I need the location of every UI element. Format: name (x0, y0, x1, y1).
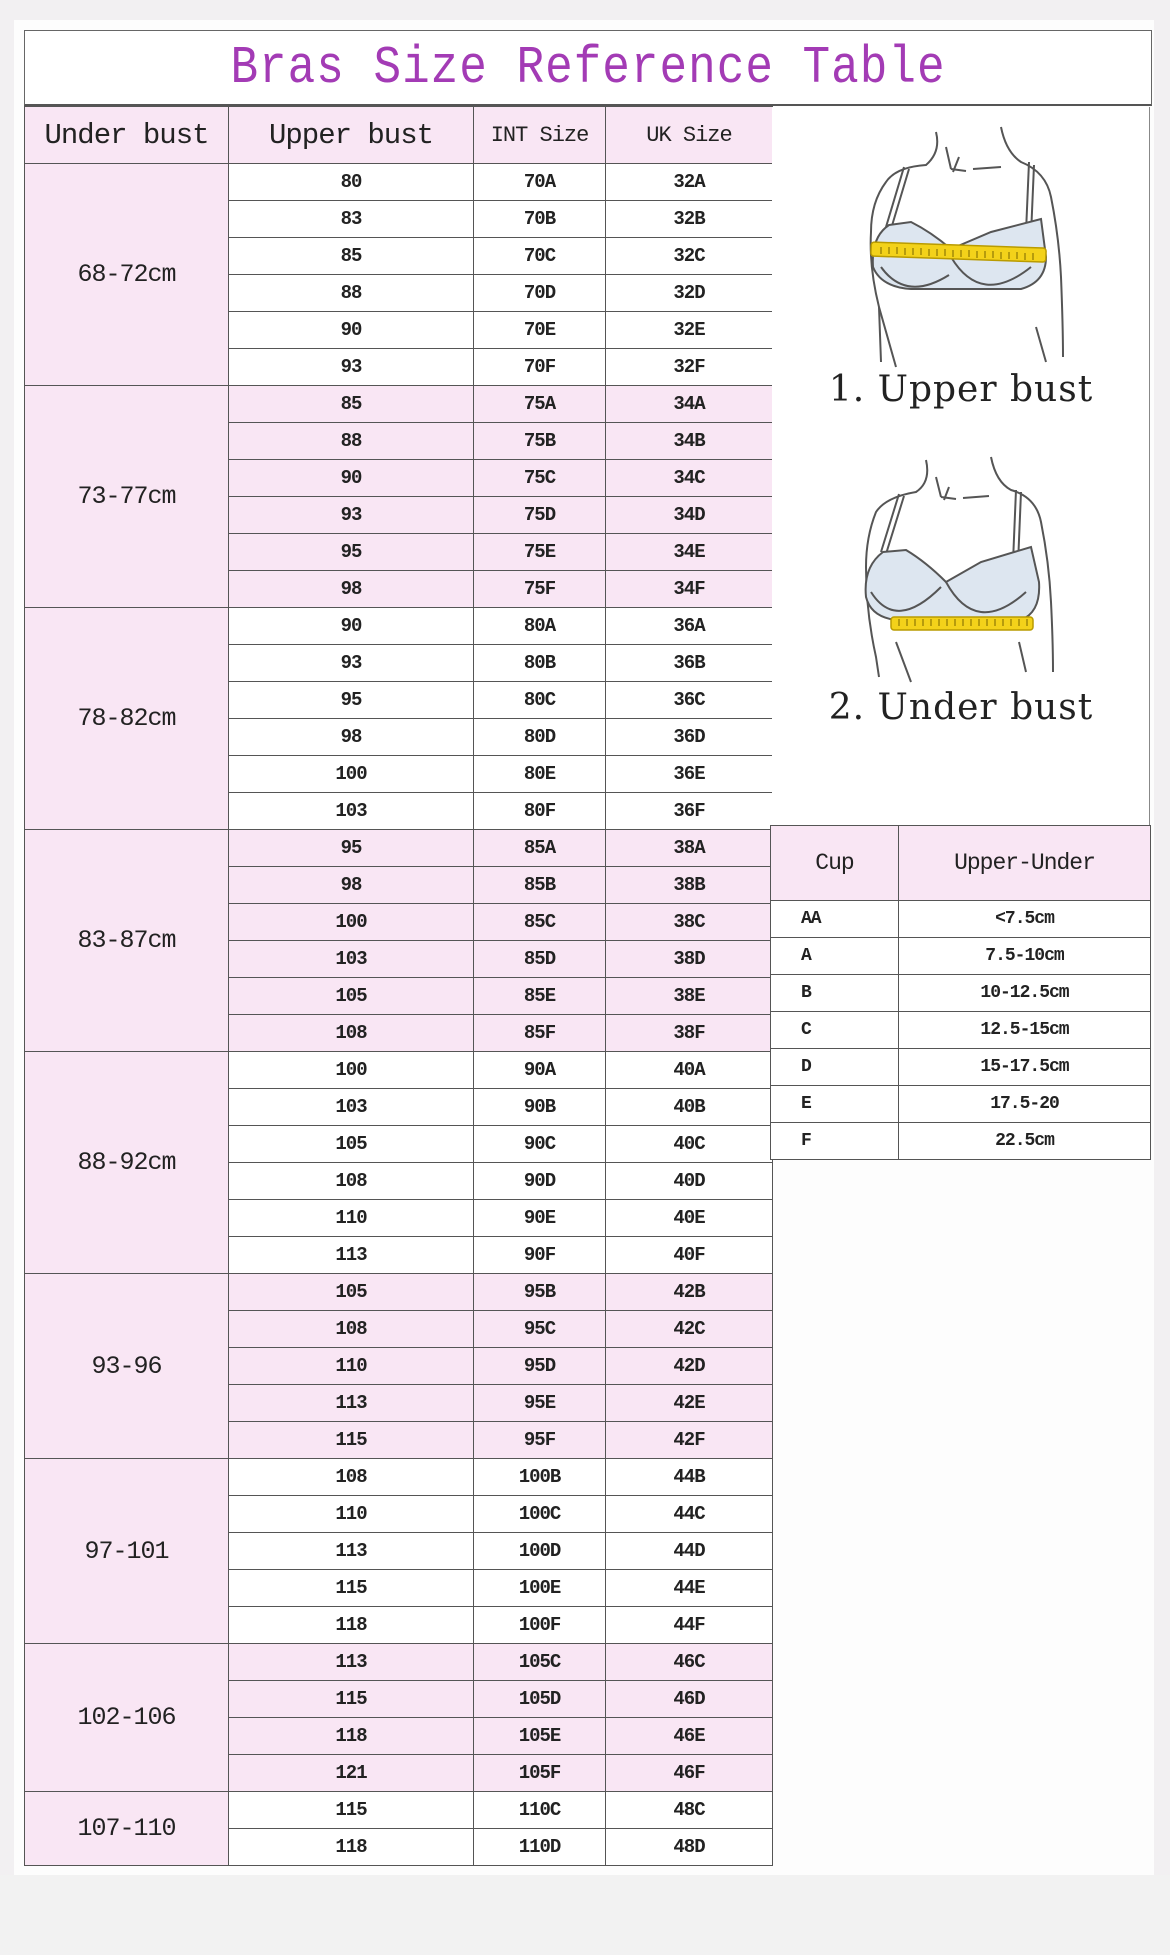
header-uk-size: UK Size (606, 107, 773, 164)
int-size-cell: 100F (474, 1607, 606, 1644)
upper-bust-cell: 113 (229, 1237, 474, 1274)
upper-bust-cell: 103 (229, 1089, 474, 1126)
int-size-cell: 75D (474, 497, 606, 534)
upper-bust-cell: 80 (229, 164, 474, 201)
under-bust-range: 93-96 (25, 1274, 229, 1459)
cup-letter: C (771, 1012, 899, 1049)
header-upper-under: Upper-Under (899, 826, 1151, 901)
uk-size-cell: 48C (606, 1792, 773, 1829)
uk-size-cell: 34F (606, 571, 773, 608)
int-size-cell: 80A (474, 608, 606, 645)
cup-difference: 17.5-20 (899, 1086, 1151, 1123)
uk-size-cell: 38C (606, 904, 773, 941)
upper-bust-cell: 95 (229, 534, 474, 571)
int-size-cell: 95F (474, 1422, 606, 1459)
table-row (25, 830, 773, 867)
uk-size-cell: 40C (606, 1126, 773, 1163)
cup-letter: AA (771, 901, 899, 938)
cup-letter: D (771, 1049, 899, 1086)
upper-bust-cell: 115 (229, 1681, 474, 1718)
uk-size-cell: 34B (606, 423, 773, 460)
upper-bust-cell: 108 (229, 1163, 474, 1200)
uk-size-cell: 36A (606, 608, 773, 645)
uk-size-cell: 32C (606, 238, 773, 275)
uk-size-cell: 34A (606, 386, 773, 423)
table-row (25, 386, 773, 423)
int-size-cell: 105E (474, 1718, 606, 1755)
table-row (25, 164, 773, 201)
int-size-cell: 90E (474, 1200, 606, 1237)
uk-size-cell: 40E (606, 1200, 773, 1237)
bottom-blank-area (0, 1875, 1170, 1955)
uk-size-cell: 34C (606, 460, 773, 497)
under-bust-range: 107-110 (25, 1792, 229, 1866)
cup-difference: 12.5-15cm (899, 1012, 1151, 1049)
bra-upper-bust-measure-icon (841, 107, 1081, 377)
int-size-cell: 85F (474, 1015, 606, 1052)
upper-bust-cell: 90 (229, 460, 474, 497)
uk-size-cell: 34D (606, 497, 773, 534)
cup-row (771, 1049, 1151, 1086)
uk-size-cell: 42E (606, 1385, 773, 1422)
upper-bust-cell: 118 (229, 1829, 474, 1866)
uk-size-cell: 42F (606, 1422, 773, 1459)
under-bust-range: 88-92cm (25, 1052, 229, 1274)
uk-size-cell: 36E (606, 756, 773, 793)
int-size-cell: 100E (474, 1570, 606, 1607)
int-size-cell: 105F (474, 1755, 606, 1792)
uk-size-cell: 46D (606, 1681, 773, 1718)
figure-under-bust-label: 2. Under bust (828, 687, 1094, 728)
int-size-cell: 95D (474, 1348, 606, 1385)
cup-difference: 10-12.5cm (899, 975, 1151, 1012)
under-bust-range: 68-72cm (25, 164, 229, 386)
upper-bust-cell: 118 (229, 1718, 474, 1755)
int-size-cell: 80B (474, 645, 606, 682)
cup-table (770, 825, 1151, 1160)
uk-size-cell: 42D (606, 1348, 773, 1385)
cup-row (771, 901, 1151, 938)
uk-size-cell: 44C (606, 1496, 773, 1533)
upper-bust-cell: 110 (229, 1496, 474, 1533)
uk-size-cell: 32F (606, 349, 773, 386)
under-bust-range: 83-87cm (25, 830, 229, 1052)
int-size-cell: 70B (474, 201, 606, 238)
upper-bust-cell: 108 (229, 1015, 474, 1052)
upper-bust-cell: 85 (229, 238, 474, 275)
figure-upper-bust (772, 107, 1150, 467)
upper-bust-cell: 110 (229, 1348, 474, 1385)
upper-bust-cell: 115 (229, 1792, 474, 1829)
cup-difference: 7.5-10cm (899, 938, 1151, 975)
upper-bust-cell: 115 (229, 1570, 474, 1607)
upper-bust-cell: 105 (229, 1274, 474, 1311)
int-size-cell: 85C (474, 904, 606, 941)
int-size-cell: 75B (474, 423, 606, 460)
int-size-cell: 90A (474, 1052, 606, 1089)
cup-difference: 22.5cm (899, 1123, 1151, 1160)
header-under-bust: Under bust (25, 107, 229, 164)
cup-row (771, 1012, 1151, 1049)
uk-size-cell: 32B (606, 201, 773, 238)
size-table-body (25, 164, 773, 1866)
upper-bust-cell: 93 (229, 497, 474, 534)
uk-size-cell: 40F (606, 1237, 773, 1274)
uk-size-cell: 46F (606, 1755, 773, 1792)
int-size-cell: 75A (474, 386, 606, 423)
int-size-cell: 70F (474, 349, 606, 386)
cup-table-body (771, 901, 1151, 1160)
int-size-cell: 70D (474, 275, 606, 312)
uk-size-cell: 44D (606, 1533, 773, 1570)
header-upper-bust: Upper bust (229, 107, 474, 164)
uk-size-cell: 32A (606, 164, 773, 201)
upper-bust-cell: 85 (229, 386, 474, 423)
upper-bust-cell: 110 (229, 1200, 474, 1237)
int-size-cell: 90D (474, 1163, 606, 1200)
int-size-cell: 85D (474, 941, 606, 978)
cup-letter: E (771, 1086, 899, 1123)
uk-size-cell: 36C (606, 682, 773, 719)
int-size-cell: 75E (474, 534, 606, 571)
upper-bust-cell: 100 (229, 1052, 474, 1089)
uk-size-cell: 40B (606, 1089, 773, 1126)
upper-bust-cell: 100 (229, 904, 474, 941)
int-size-cell: 80D (474, 719, 606, 756)
under-bust-range: 97-101 (25, 1459, 229, 1644)
header-cup: Cup (771, 826, 899, 901)
upper-bust-cell: 115 (229, 1422, 474, 1459)
upper-bust-cell: 108 (229, 1459, 474, 1496)
int-size-cell: 100B (474, 1459, 606, 1496)
upper-bust-cell: 95 (229, 682, 474, 719)
uk-size-cell: 48D (606, 1829, 773, 1866)
upper-bust-cell: 88 (229, 275, 474, 312)
upper-bust-cell: 90 (229, 312, 474, 349)
table-row (25, 608, 773, 645)
int-size-cell: 85A (474, 830, 606, 867)
int-size-cell: 80C (474, 682, 606, 719)
upper-bust-cell: 90 (229, 608, 474, 645)
cup-row (771, 938, 1151, 975)
int-size-cell: 90C (474, 1126, 606, 1163)
int-size-cell: 85E (474, 978, 606, 1015)
int-size-cell: 105D (474, 1681, 606, 1718)
uk-size-cell: 38A (606, 830, 773, 867)
upper-bust-cell: 105 (229, 978, 474, 1015)
cup-letter: B (771, 975, 899, 1012)
upper-bust-cell: 118 (229, 1607, 474, 1644)
uk-size-cell: 32E (606, 312, 773, 349)
upper-bust-cell: 100 (229, 756, 474, 793)
upper-bust-cell: 105 (229, 1126, 474, 1163)
upper-bust-cell: 113 (229, 1385, 474, 1422)
upper-bust-cell: 95 (229, 830, 474, 867)
uk-size-cell: 40A (606, 1052, 773, 1089)
int-size-cell: 90F (474, 1237, 606, 1274)
upper-bust-cell: 93 (229, 349, 474, 386)
uk-size-cell: 46E (606, 1718, 773, 1755)
uk-size-cell: 44F (606, 1607, 773, 1644)
int-size-cell: 70E (474, 312, 606, 349)
uk-size-cell: 42C (606, 1311, 773, 1348)
int-size-cell: 70A (474, 164, 606, 201)
int-size-cell: 90B (474, 1089, 606, 1126)
cup-row (771, 975, 1151, 1012)
uk-size-cell: 32D (606, 275, 773, 312)
table-row (25, 1052, 773, 1089)
page-title: Bras Size Reference Table (230, 37, 946, 98)
title-banner (24, 30, 1152, 106)
under-bust-range: 78-82cm (25, 608, 229, 830)
int-size-cell: 75C (474, 460, 606, 497)
int-size-cell: 110D (474, 1829, 606, 1866)
size-table-header (25, 107, 773, 164)
int-size-cell: 85B (474, 867, 606, 904)
uk-size-cell: 40D (606, 1163, 773, 1200)
uk-size-cell: 38D (606, 941, 773, 978)
upper-bust-cell: 88 (229, 423, 474, 460)
upper-bust-cell: 93 (229, 645, 474, 682)
uk-size-cell: 36F (606, 793, 773, 830)
int-size-cell: 75F (474, 571, 606, 608)
cup-row (771, 1123, 1151, 1160)
uk-size-cell: 36D (606, 719, 773, 756)
uk-size-cell: 44E (606, 1570, 773, 1607)
table-row (25, 1644, 773, 1681)
header-int-size: INT Size (474, 107, 606, 164)
under-bust-range: 73-77cm (25, 386, 229, 608)
upper-bust-cell: 108 (229, 1311, 474, 1348)
uk-size-cell: 38F (606, 1015, 773, 1052)
upper-bust-cell: 113 (229, 1644, 474, 1681)
int-size-cell: 95E (474, 1385, 606, 1422)
upper-bust-cell: 83 (229, 201, 474, 238)
int-size-cell: 95C (474, 1311, 606, 1348)
table-row (25, 1459, 773, 1496)
cup-letter: F (771, 1123, 899, 1160)
uk-size-cell: 34E (606, 534, 773, 571)
int-size-cell: 80F (474, 793, 606, 830)
int-size-cell: 100C (474, 1496, 606, 1533)
uk-size-cell: 44B (606, 1459, 773, 1496)
cup-row (771, 1086, 1151, 1123)
size-table (24, 106, 773, 1866)
int-size-cell: 110C (474, 1792, 606, 1829)
uk-size-cell: 38B (606, 867, 773, 904)
int-size-cell: 105C (474, 1644, 606, 1681)
upper-bust-cell: 113 (229, 1533, 474, 1570)
int-size-cell: 100D (474, 1533, 606, 1570)
bra-under-bust-measure-icon (841, 442, 1081, 692)
int-size-cell: 80E (474, 756, 606, 793)
cup-table-header (771, 826, 1151, 901)
uk-size-cell: 46C (606, 1644, 773, 1681)
upper-bust-cell: 98 (229, 719, 474, 756)
uk-size-cell: 38E (606, 978, 773, 1015)
table-row (25, 1274, 773, 1311)
int-size-cell: 70C (474, 238, 606, 275)
int-size-cell: 95B (474, 1274, 606, 1311)
cup-difference: 15-17.5cm (899, 1049, 1151, 1086)
under-bust-range: 102-106 (25, 1644, 229, 1792)
cup-difference: <7.5cm (899, 901, 1151, 938)
cup-letter: A (771, 938, 899, 975)
upper-bust-cell: 98 (229, 571, 474, 608)
table-row (25, 1792, 773, 1829)
upper-bust-cell: 103 (229, 793, 474, 830)
uk-size-cell: 36B (606, 645, 773, 682)
upper-bust-cell: 98 (229, 867, 474, 904)
figure-upper-bust-label: 1. Upper bust (828, 369, 1094, 410)
measurement-guide-panel (772, 107, 1150, 825)
uk-size-cell: 42B (606, 1274, 773, 1311)
upper-bust-cell: 121 (229, 1755, 474, 1792)
upper-bust-cell: 103 (229, 941, 474, 978)
figure-under-bust (772, 442, 1150, 825)
